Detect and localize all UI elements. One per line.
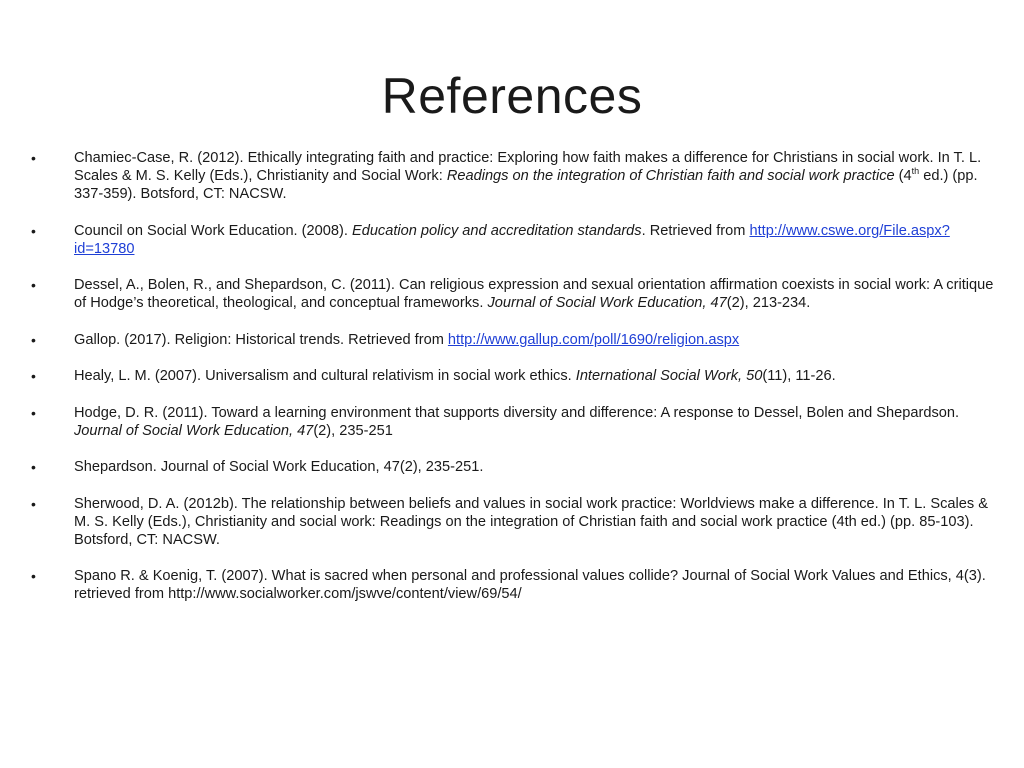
reference-text: (2), 213-234. <box>726 295 811 311</box>
reference-text: Shepardson. Journal of Social Work Education, 47(2), 235-251. <box>74 459 484 475</box>
bullet-icon: • <box>31 568 36 584</box>
reference-item-hodge <box>31 404 1006 440</box>
gallup-link[interactable]: http://www.gallup.com/poll/1690/religion.aspx <box>447 331 740 348</box>
bullet-icon: • <box>31 331 36 348</box>
reference-item-cswe <box>31 222 1006 258</box>
cswe-link[interactable]: http://www.cswe.org/File.aspx?id=13780 <box>74 222 950 257</box>
bullet-icon: • <box>31 368 36 384</box>
reference-item-healy <box>31 367 1006 385</box>
bullet-icon: • <box>31 277 36 293</box>
page-title: References <box>381 68 643 124</box>
reference-text: Healy, L. M. (2007). Universalism and cultural relativism in social work ethics. <box>74 368 576 384</box>
reference-text: Dessel, A., Bolen, R., and Shepardson, C. (2011). Can religious expression and sexual orientation affirmation coexists in social work: A critique of Hodge’s theoretical, theological, and conceptual frameworks. <box>74 277 994 311</box>
reference-item-gallop <box>31 331 1006 349</box>
reference-item-sherwood <box>31 495 1006 549</box>
reference-text: Gallop. (2017). Religion: Historical trends. Retrieved from <box>74 331 448 348</box>
reference-text: Sherwood, D. A. (2012b). The relationship between beliefs and values in social work practice: Worldviews make a difference. In T. L. Scales & M. S. Kelly (Eds.), Christianity and social work: Readings on the integration of Christian faith and social work practice (4th ed.) (pp. 85-103). Botsford, CT: NACSW. <box>74 495 988 548</box>
reference-text: ed.) (pp. 337-359). Botsford, CT: NACSW. <box>74 168 978 202</box>
bullet-icon: • <box>31 495 36 512</box>
reference-text: Hodge, D. R. (2011). Toward a learning environment that supports diversity and difference: A response to Dessel, Bolen and Shepardson. <box>74 404 960 421</box>
reference-text: Council on Social Work Education. (2008). <box>74 222 352 239</box>
reference-italic-title: Readings on the integration of Christian faith and social work practice <box>446 168 895 184</box>
reference-italic-title: Journal of Social Work Education, 47 <box>487 295 727 311</box>
reference-item-dessel <box>31 276 1006 312</box>
bullet-icon: • <box>31 459 36 475</box>
reference-text: (11), 11-26. <box>762 368 836 384</box>
reference-list <box>31 149 1006 622</box>
reference-text: Chamiec-Case, R. (2012). Ethically integrating faith and practice: Exploring how faith makes a difference for Christians in social work. In T. L. Scales & M. S. Kelly (Eds.), Christianity and Social Work: <box>74 150 982 184</box>
reference-text: (4 <box>894 168 912 184</box>
reference-italic-title: Journal of Social Work Education, 47 <box>74 422 314 439</box>
reference-superscript: th <box>911 166 920 177</box>
bullet-icon: • <box>31 222 36 239</box>
reference-item-spano <box>31 567 1006 603</box>
reference-italic-title: International Social Work, 50 <box>575 368 763 384</box>
bullet-icon: • <box>31 150 36 166</box>
reference-italic-title: Education policy and accreditation standards <box>351 222 642 239</box>
reference-text: . Retrieved from <box>641 222 750 239</box>
bullet-icon: • <box>31 404 36 421</box>
reference-text: (2), 235-251 <box>313 422 393 439</box>
reference-item-shepardson <box>31 458 1006 476</box>
reference-text: Spano R. & Koenig, T. (2007). What is sacred when personal and professional values collide? Journal of Social Work Values and Ethics, 4(3). retrieved from http://www.socialworker.com/jswve/content/view/69/54/ <box>74 568 986 602</box>
reference-item-chamiec-case <box>31 149 1006 203</box>
